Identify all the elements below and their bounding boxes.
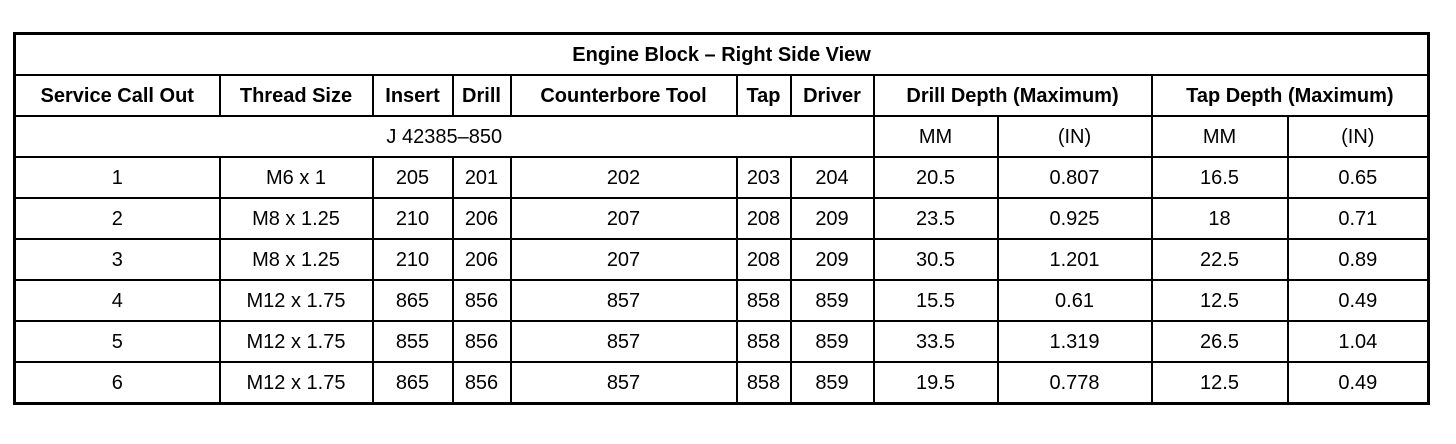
kit-number: J 42385–850 [15,116,874,157]
tap-depth-mm-cell: 22.5 [1152,239,1288,280]
tap-depth-in-cell: 0.49 [1288,280,1429,321]
drill-depth-mm-cell: 33.5 [874,321,998,362]
drill-depth-in-cell: 1.319 [998,321,1152,362]
driver-cell: 859 [791,280,874,321]
drill-cell: 201 [453,157,511,198]
thread-size-cell: M12 x 1.75 [220,280,373,321]
drill-depth-mm-cell: 20.5 [874,157,998,198]
drill-depth-in-cell: 0.925 [998,198,1152,239]
drill-depth-in-cell: 0.778 [998,362,1152,404]
driver-cell: 859 [791,362,874,404]
driver-cell: 204 [791,157,874,198]
counterbore-tool-cell: 207 [511,239,737,280]
table-container [13,32,1430,405]
counterbore-tool-cell: 857 [511,362,737,404]
header-drill-depth: Drill Depth (Maximum) [874,75,1152,116]
engine-block-table [13,32,1430,405]
drill-cell: 206 [453,239,511,280]
table-row [15,321,1429,362]
service-call-out-cell: 4 [15,280,220,321]
tap-cell: 208 [737,198,791,239]
driver-cell: 209 [791,239,874,280]
header-driver: Driver [791,75,874,116]
drill-depth-mm-cell: 30.5 [874,239,998,280]
insert-cell: 855 [373,321,453,362]
insert-cell: 205 [373,157,453,198]
tap-depth-in-cell: 0.71 [1288,198,1429,239]
table-row [15,239,1429,280]
insert-cell: 210 [373,198,453,239]
counterbore-tool-cell: 857 [511,321,737,362]
drill-depth-in-unit: (IN) [998,116,1152,157]
drill-depth-mm-cell: 23.5 [874,198,998,239]
service-call-out-cell: 2 [15,198,220,239]
thread-size-cell: M12 x 1.75 [220,321,373,362]
drill-cell: 206 [453,198,511,239]
insert-cell: 210 [373,239,453,280]
header-service-call-out: Service Call Out [15,75,220,116]
tap-depth-mm-cell: 18 [1152,198,1288,239]
tap-depth-in-cell: 0.65 [1288,157,1429,198]
tap-cell: 858 [737,362,791,404]
driver-cell: 209 [791,198,874,239]
table-row [15,362,1429,404]
drill-depth-in-cell: 0.807 [998,157,1152,198]
table-row [15,280,1429,321]
thread-size-cell: M6 x 1 [220,157,373,198]
tap-depth-mm-unit: MM [1152,116,1288,157]
header-tap-depth: Tap Depth (Maximum) [1152,75,1429,116]
tap-depth-mm-cell: 12.5 [1152,362,1288,404]
drill-depth-mm-cell: 19.5 [874,362,998,404]
driver-cell: 859 [791,321,874,362]
insert-cell: 865 [373,362,453,404]
drill-depth-in-cell: 0.61 [998,280,1152,321]
drill-cell: 856 [453,362,511,404]
header-tap: Tap [737,75,791,116]
tap-cell: 858 [737,321,791,362]
tap-cell: 858 [737,280,791,321]
thread-size-cell: M8 x 1.25 [220,198,373,239]
tap-depth-mm-cell: 12.5 [1152,280,1288,321]
table-row [15,157,1429,198]
header-insert: Insert [373,75,453,116]
thread-size-cell: M12 x 1.75 [220,362,373,404]
insert-cell: 865 [373,280,453,321]
drill-depth-mm-unit: MM [874,116,998,157]
table-body [15,157,1429,404]
thread-size-cell: M8 x 1.25 [220,239,373,280]
tap-depth-mm-cell: 26.5 [1152,321,1288,362]
tap-cell: 203 [737,157,791,198]
tap-depth-in-cell: 0.89 [1288,239,1429,280]
service-call-out-cell: 3 [15,239,220,280]
header-counterbore-tool: Counterbore Tool [511,75,737,116]
service-call-out-cell: 5 [15,321,220,362]
tap-depth-in-cell: 0.49 [1288,362,1429,404]
counterbore-tool-cell: 202 [511,157,737,198]
header-thread-size: Thread Size [220,75,373,116]
header-drill: Drill [453,75,511,116]
drill-depth-mm-cell: 15.5 [874,280,998,321]
table-title: Engine Block – Right Side View [15,34,1429,76]
tap-cell: 208 [737,239,791,280]
counterbore-tool-cell: 207 [511,198,737,239]
tap-depth-in-cell: 1.04 [1288,321,1429,362]
service-call-out-cell: 6 [15,362,220,404]
service-call-out-cell: 1 [15,157,220,198]
tap-depth-in-unit: (IN) [1288,116,1429,157]
drill-cell: 856 [453,280,511,321]
drill-depth-in-cell: 1.201 [998,239,1152,280]
tap-depth-mm-cell: 16.5 [1152,157,1288,198]
counterbore-tool-cell: 857 [511,280,737,321]
table-row [15,198,1429,239]
drill-cell: 856 [453,321,511,362]
